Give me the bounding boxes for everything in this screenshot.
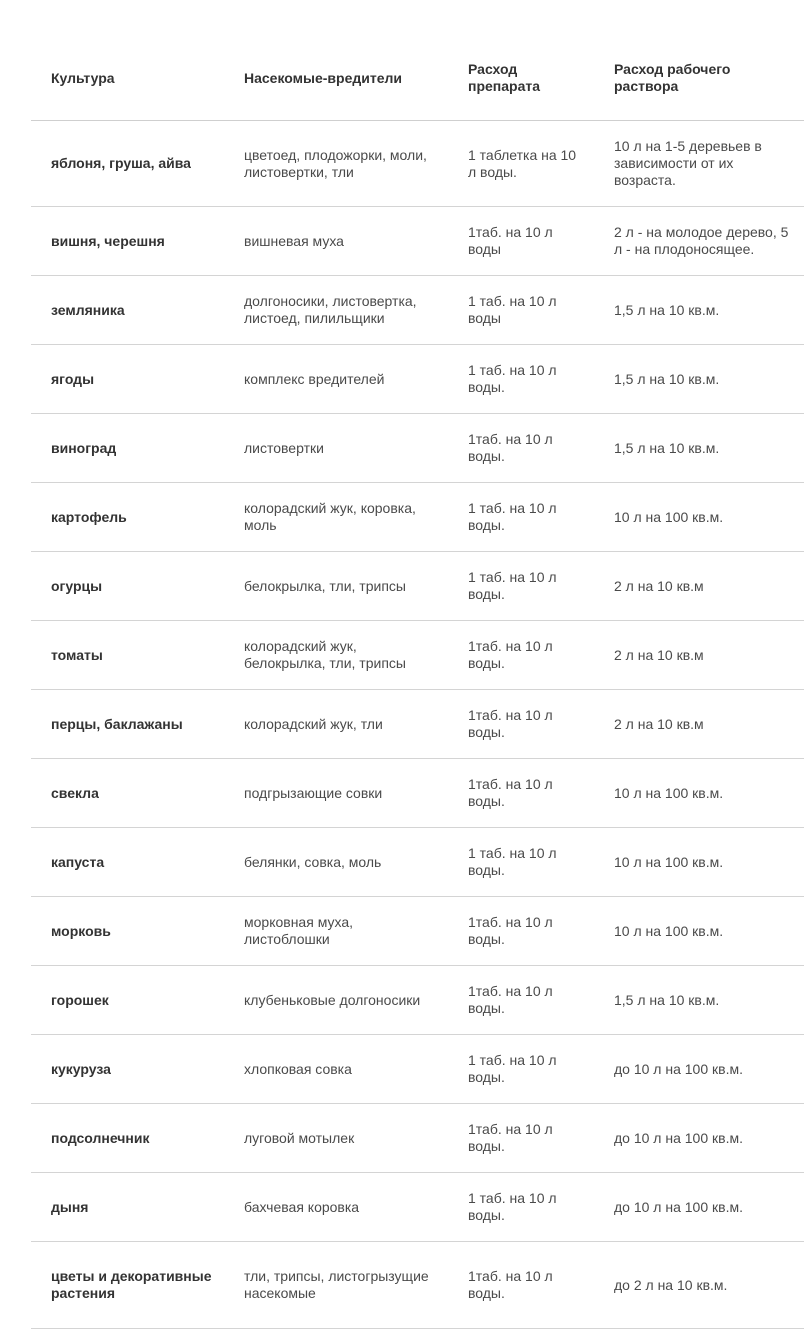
cell-pests: клубеньковые долгоносики [224,966,448,1035]
cell-volume: до 10 л на 100 кв.м. [594,1104,804,1173]
table-row [31,276,804,345]
cell-dose: 1 таб. на 10 л воды. [448,1173,594,1242]
cell-crop: морковь [31,897,224,966]
cell-pests: листовертки [224,414,448,483]
header-volume: Расход рабочего раствора [594,36,804,121]
table-row [31,966,804,1035]
cell-dose: 1таб. на 10 л воды. [448,966,594,1035]
cell-volume: 10 л на 100 кв.м. [594,483,804,552]
table-row [31,897,804,966]
cell-pests: вишневая муха [224,207,448,276]
cell-dose: 1таб. на 10 л воды. [448,1242,594,1329]
cell-crop: картофель [31,483,224,552]
table-row [31,690,804,759]
cell-volume: 10 л на 1-5 деревьев в зависимости от их возраста. [594,121,804,207]
cell-pests: колорадский жук, коровка, моль [224,483,448,552]
header-pests: Насекомые-вредители [224,36,448,121]
cell-crop: виноград [31,414,224,483]
table-row [31,828,804,897]
cell-crop: земляника [31,276,224,345]
cell-pests: подгрызающие совки [224,759,448,828]
cell-volume: 1,5 л на 10 кв.м. [594,276,804,345]
table-row [31,1242,804,1329]
cell-pests: бахчевая коровка [224,1173,448,1242]
table-header-row [31,36,804,121]
cell-pests: белянки, совка, моль [224,828,448,897]
cell-dose: 1таб. на 10 л воды. [448,621,594,690]
cell-volume: 10 л на 100 кв.м. [594,828,804,897]
cell-dose: 1таб. на 10 л воды. [448,414,594,483]
cell-crop: перцы, баклажаны [31,690,224,759]
cell-crop: дыня [31,1173,224,1242]
cell-pests: цветоед, плодожорки, моли, листовертки, тли [224,121,448,207]
cell-pests: белокрылка, тли, трипсы [224,552,448,621]
cell-pests: луговой мотылек [224,1104,448,1173]
table-row [31,759,804,828]
cell-pests: тли, трипсы, листогрызущие насекомые [224,1242,448,1329]
cell-dose: 1таб. на 10 л воды. [448,759,594,828]
cell-volume: 2 л на 10 кв.м [594,690,804,759]
cell-crop: кукуруза [31,1035,224,1104]
table-row [31,1173,804,1242]
table-row [31,1035,804,1104]
table-row [31,1104,804,1173]
cell-crop: горошек [31,966,224,1035]
table-row [31,414,804,483]
table-row [31,207,804,276]
cell-dose: 1таб. на 10 л воды. [448,897,594,966]
cell-crop: яблоня, груша, айва [31,121,224,207]
cell-volume: 1,5 л на 10 кв.м. [594,966,804,1035]
cell-pests: морковная муха, листоблошки [224,897,448,966]
cell-dose: 1 таб. на 10 л воды. [448,552,594,621]
cell-volume: 2 л - на молодое дерево, 5 л - на плодоносящее. [594,207,804,276]
cell-dose: 1 таб. на 10 л воды. [448,828,594,897]
table-row [31,621,804,690]
table-body [31,121,804,1329]
table-row [31,483,804,552]
cell-crop: огурцы [31,552,224,621]
cell-volume: до 10 л на 100 кв.м. [594,1035,804,1104]
cell-crop: вишня, черешня [31,207,224,276]
cell-volume: 1,5 л на 10 кв.м. [594,414,804,483]
cell-volume: 10 л на 100 кв.м. [594,759,804,828]
cell-crop: ягоды [31,345,224,414]
cell-dose: 1таб. на 10 л воды. [448,690,594,759]
cell-dose: 1 таблетка на 10 л воды. [448,121,594,207]
cell-crop: свекла [31,759,224,828]
cell-volume: 2 л на 10 кв.м [594,552,804,621]
cell-dose: 1 таб. на 10 л воды. [448,1035,594,1104]
cell-dose: 1 таб. на 10 л воды. [448,483,594,552]
table-row [31,121,804,207]
pest-treatment-table [31,36,804,1329]
cell-pests: хлопковая совка [224,1035,448,1104]
cell-dose: 1 таб. на 10 л воды [448,276,594,345]
table-row [31,345,804,414]
cell-volume: до 2 л на 10 кв.м. [594,1242,804,1329]
cell-pests: комплекс вредителей [224,345,448,414]
cell-pests: колорадский жук, тли [224,690,448,759]
cell-crop: томаты [31,621,224,690]
cell-volume: до 10 л на 100 кв.м. [594,1173,804,1242]
cell-pests: колорадский жук, белокрылка, тли, трипсы [224,621,448,690]
cell-pests: долгоносики, листовертка, листоед, пилильщики [224,276,448,345]
cell-volume: 1,5 л на 10 кв.м. [594,345,804,414]
cell-crop: подсолнечник [31,1104,224,1173]
cell-crop: капуста [31,828,224,897]
cell-volume: 2 л на 10 кв.м [594,621,804,690]
cell-dose: 1таб. на 10 л воды [448,207,594,276]
cell-dose: 1таб. на 10 л воды. [448,1104,594,1173]
header-crop: Культура [31,36,224,121]
cell-crop: цветы и декоративные растения [31,1242,224,1329]
cell-dose: 1 таб. на 10 л воды. [448,345,594,414]
header-dose: Расход препарата [448,36,594,121]
table-row [31,552,804,621]
cell-volume: 10 л на 100 кв.м. [594,897,804,966]
